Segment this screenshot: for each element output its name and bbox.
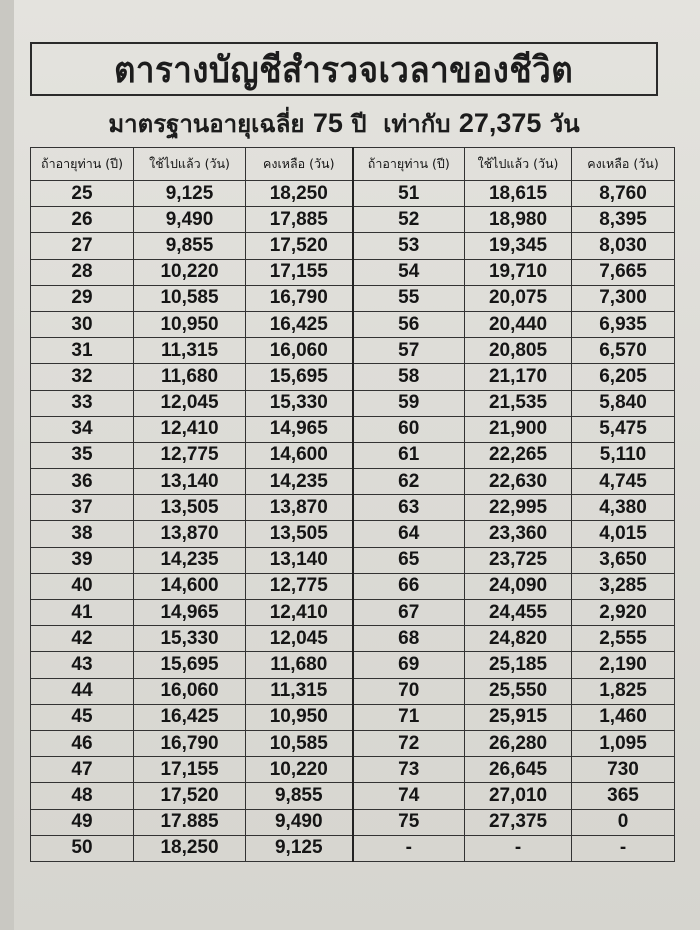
cell-remaining: 17,520 <box>246 233 353 259</box>
table-row <box>31 259 675 285</box>
cell-remaining: 6,935 <box>572 311 675 337</box>
cell-remaining: 10,585 <box>246 730 353 756</box>
cell-used: 19,710 <box>465 259 572 285</box>
cell-remaining: 12,775 <box>246 573 353 599</box>
cell-used: 26,280 <box>465 730 572 756</box>
header-age-left: ถ้าอายุท่าน (ปี) <box>31 148 134 181</box>
cell-remaining: 4,015 <box>572 521 675 547</box>
cell-remaining: 16,425 <box>246 311 353 337</box>
cell-remaining: 6,205 <box>572 364 675 390</box>
cell-remaining: 8,395 <box>572 207 675 233</box>
cell-used: 16,790 <box>134 730 246 756</box>
cell-used: 14,965 <box>134 600 246 626</box>
table-row <box>31 704 675 730</box>
cell-remaining: 365 <box>572 783 675 809</box>
cell-remaining: 17,885 <box>246 207 353 233</box>
cell-used: 17,520 <box>134 783 246 809</box>
cell-used: 12,410 <box>134 416 246 442</box>
cell-remaining: 1,825 <box>572 678 675 704</box>
cell-remaining: 6,570 <box>572 338 675 364</box>
cell-used: 15,330 <box>134 626 246 652</box>
cell-age: 56 <box>353 311 465 337</box>
table-header-row <box>31 148 675 181</box>
cell-remaining: 9,490 <box>246 809 353 835</box>
cell-age: 32 <box>31 364 134 390</box>
table-row <box>31 600 675 626</box>
cell-used: 27,010 <box>465 783 572 809</box>
cell-remaining: 1,095 <box>572 730 675 756</box>
table-row <box>31 730 675 756</box>
cell-remaining: 14,600 <box>246 442 353 468</box>
cell-remaining: 0 <box>572 809 675 835</box>
subtitle <box>30 104 658 143</box>
cell-used: 18,980 <box>465 207 572 233</box>
subtitle-days-unit: วัน <box>549 110 580 138</box>
cell-age: 57 <box>353 338 465 364</box>
cell-used: 25,185 <box>465 652 572 678</box>
cell-age: 34 <box>31 416 134 442</box>
cell-age: 50 <box>31 835 134 861</box>
cell-age: 26 <box>31 207 134 233</box>
cell-used: 20,805 <box>465 338 572 364</box>
cell-age: 37 <box>31 495 134 521</box>
cell-age: 66 <box>353 573 465 599</box>
cell-remaining: 16,060 <box>246 338 353 364</box>
cell-used: 18,250 <box>134 835 246 861</box>
table-row <box>31 364 675 390</box>
table-row <box>31 285 675 311</box>
cell-used: 10,220 <box>134 259 246 285</box>
table-row <box>31 469 675 495</box>
table-row <box>31 416 675 442</box>
cell-remaining: 12,045 <box>246 626 353 652</box>
header-remaining-left: คงเหลือ (วัน) <box>246 148 353 181</box>
cell-remaining: 730 <box>572 757 675 783</box>
table-row <box>31 495 675 521</box>
cell-remaining: 4,380 <box>572 495 675 521</box>
cell-used: 15,695 <box>134 652 246 678</box>
cell-age: 47 <box>31 757 134 783</box>
cell-used: 22,630 <box>465 469 572 495</box>
cell-age: 62 <box>353 469 465 495</box>
cell-remaining: 13,870 <box>246 495 353 521</box>
table-row <box>31 181 675 207</box>
cell-age: 69 <box>353 652 465 678</box>
cell-age: 61 <box>353 442 465 468</box>
cell-used: 23,725 <box>465 547 572 573</box>
cell-age: 53 <box>353 233 465 259</box>
cell-used: 20,440 <box>465 311 572 337</box>
cell-age: 27 <box>31 233 134 259</box>
cell-remaining: 17,155 <box>246 259 353 285</box>
cell-age: 33 <box>31 390 134 416</box>
cell-remaining: 5,475 <box>572 416 675 442</box>
cell-remaining: 10,950 <box>246 704 353 730</box>
table-row <box>31 547 675 573</box>
cell-age: 45 <box>31 704 134 730</box>
cell-age: 46 <box>31 730 134 756</box>
cell-used: 22,995 <box>465 495 572 521</box>
cell-remaining: 4,745 <box>572 469 675 495</box>
cell-remaining: 3,650 <box>572 547 675 573</box>
cell-age: 48 <box>31 783 134 809</box>
cell-used: 14,600 <box>134 573 246 599</box>
cell-age: 54 <box>353 259 465 285</box>
cell-age: 51 <box>353 181 465 207</box>
cell-remaining: 10,220 <box>246 757 353 783</box>
cell-used: 25,915 <box>465 704 572 730</box>
cell-age: 60 <box>353 416 465 442</box>
cell-age: 59 <box>353 390 465 416</box>
cell-age: 72 <box>353 730 465 756</box>
cell-age: 68 <box>353 626 465 652</box>
cell-remaining: 14,235 <box>246 469 353 495</box>
cell-used: 27,375 <box>465 809 572 835</box>
cell-remaining: 1,460 <box>572 704 675 730</box>
subtitle-years-unit: ปี <box>351 110 367 138</box>
cell-used: 19,345 <box>465 233 572 259</box>
table-row <box>31 652 675 678</box>
cell-remaining: 16,790 <box>246 285 353 311</box>
table-row <box>31 573 675 599</box>
table-row <box>31 757 675 783</box>
cell-age: 55 <box>353 285 465 311</box>
header-age-right: ถ้าอายุท่าน (ปี) <box>353 148 465 181</box>
cell-age: 65 <box>353 547 465 573</box>
cell-remaining: 11,315 <box>246 678 353 704</box>
cell-age: - <box>353 835 465 861</box>
cell-remaining: 13,505 <box>246 521 353 547</box>
cell-remaining: 3,285 <box>572 573 675 599</box>
cell-remaining: 5,840 <box>572 390 675 416</box>
cell-age: 29 <box>31 285 134 311</box>
cell-remaining: 15,695 <box>246 364 353 390</box>
cell-age: 75 <box>353 809 465 835</box>
cell-used: 9,490 <box>134 207 246 233</box>
cell-used: 14,235 <box>134 547 246 573</box>
cell-used: 22,265 <box>465 442 572 468</box>
cell-age: 71 <box>353 704 465 730</box>
cell-used: 21,900 <box>465 416 572 442</box>
cell-remaining: 13,140 <box>246 547 353 573</box>
subtitle-days: 27,375 <box>458 108 542 138</box>
cell-used: 13,870 <box>134 521 246 547</box>
cell-used: 26,645 <box>465 757 572 783</box>
cell-age: 63 <box>353 495 465 521</box>
cell-remaining: 14,965 <box>246 416 353 442</box>
cell-remaining: 15,330 <box>246 390 353 416</box>
subtitle-prefix: มาตรฐานอายุเฉลี่ย <box>108 110 305 138</box>
cell-age: 39 <box>31 547 134 573</box>
table-row <box>31 783 675 809</box>
cell-used: 18,615 <box>465 181 572 207</box>
cell-used: 25,550 <box>465 678 572 704</box>
cell-remaining: 12,410 <box>246 600 353 626</box>
cell-remaining: 7,300 <box>572 285 675 311</box>
cell-age: 58 <box>353 364 465 390</box>
cell-remaining: 8,030 <box>572 233 675 259</box>
cell-remaining: 5,110 <box>572 442 675 468</box>
cell-age: 36 <box>31 469 134 495</box>
cell-age: 49 <box>31 809 134 835</box>
cell-used: 21,170 <box>465 364 572 390</box>
cell-age: 41 <box>31 600 134 626</box>
cell-remaining: 9,855 <box>246 783 353 809</box>
subtitle-years: 75 <box>312 108 343 138</box>
cell-used: 12,775 <box>134 442 246 468</box>
cell-age: 40 <box>31 573 134 599</box>
cell-used: 24,455 <box>465 600 572 626</box>
header-used-left: ใช้ไปแล้ว (วัน) <box>134 148 246 181</box>
cell-used: 10,585 <box>134 285 246 311</box>
table-row <box>31 233 675 259</box>
cell-age: 74 <box>353 783 465 809</box>
header-used-right: ใช้ไปแล้ว (วัน) <box>465 148 572 181</box>
cell-used: 9,125 <box>134 181 246 207</box>
page-title: ตารางบัญชีสำรวจเวลาของชีวิต <box>114 49 574 91</box>
table-row <box>31 207 675 233</box>
cell-remaining: 11,680 <box>246 652 353 678</box>
table-row <box>31 809 675 835</box>
cell-remaining: 8,760 <box>572 181 675 207</box>
cell-age: 64 <box>353 521 465 547</box>
cell-used: 24,820 <box>465 626 572 652</box>
cell-used: 11,315 <box>134 338 246 364</box>
cell-used: 11,680 <box>134 364 246 390</box>
table-row <box>31 390 675 416</box>
cell-age: 70 <box>353 678 465 704</box>
cell-used: 13,140 <box>134 469 246 495</box>
cell-age: 73 <box>353 757 465 783</box>
cell-age: 67 <box>353 600 465 626</box>
table-row <box>31 442 675 468</box>
cell-used: 10,950 <box>134 311 246 337</box>
life-time-table <box>30 147 675 862</box>
cell-remaining: 2,555 <box>572 626 675 652</box>
cell-remaining: - <box>572 835 675 861</box>
cell-used: 23,360 <box>465 521 572 547</box>
table-row <box>31 678 675 704</box>
header-remaining-right: คงเหลือ (วัน) <box>572 148 675 181</box>
cell-used: 24,090 <box>465 573 572 599</box>
table-row <box>31 338 675 364</box>
cell-used: 16,425 <box>134 704 246 730</box>
table-row <box>31 521 675 547</box>
cell-used: - <box>465 835 572 861</box>
cell-used: 9,855 <box>134 233 246 259</box>
cell-age: 28 <box>31 259 134 285</box>
cell-age: 25 <box>31 181 134 207</box>
cell-age: 44 <box>31 678 134 704</box>
cell-age: 35 <box>31 442 134 468</box>
cell-age: 52 <box>353 207 465 233</box>
cell-remaining: 7,665 <box>572 259 675 285</box>
cell-used: 17,155 <box>134 757 246 783</box>
cell-remaining: 2,920 <box>572 600 675 626</box>
cell-used: 16,060 <box>134 678 246 704</box>
cell-age: 30 <box>31 311 134 337</box>
title-box <box>30 42 658 96</box>
table-row <box>31 311 675 337</box>
cell-remaining: 2,190 <box>572 652 675 678</box>
cell-used: 12,045 <box>134 390 246 416</box>
cell-used: 17.885 <box>134 809 246 835</box>
cell-remaining: 9,125 <box>246 835 353 861</box>
cell-age: 43 <box>31 652 134 678</box>
cell-remaining: 18,250 <box>246 181 353 207</box>
subtitle-equals: เท่ากับ <box>383 110 451 138</box>
cell-age: 42 <box>31 626 134 652</box>
cell-age: 31 <box>31 338 134 364</box>
table-row <box>31 835 675 861</box>
cell-used: 13,505 <box>134 495 246 521</box>
cell-used: 20,075 <box>465 285 572 311</box>
table-row <box>31 626 675 652</box>
cell-age: 38 <box>31 521 134 547</box>
cell-used: 21,535 <box>465 390 572 416</box>
